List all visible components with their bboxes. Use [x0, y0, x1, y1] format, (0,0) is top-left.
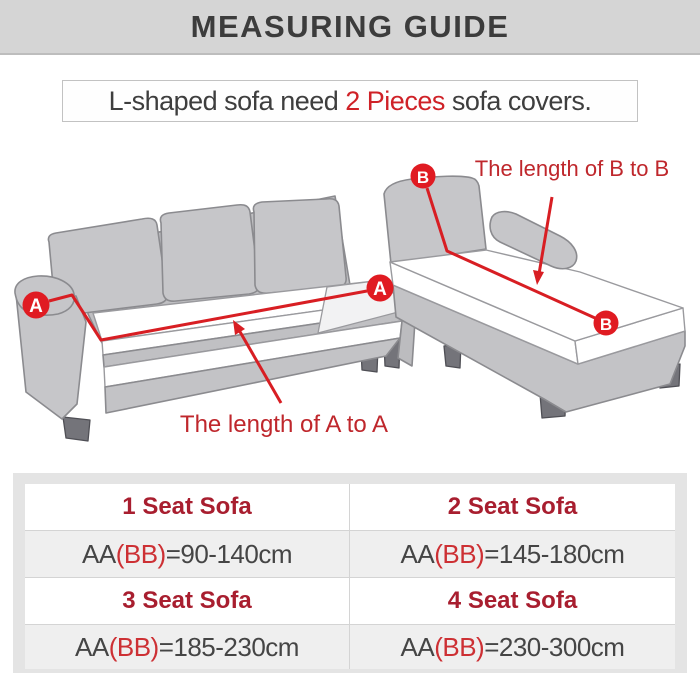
size-table [13, 473, 687, 673]
marker-a-right [367, 275, 394, 302]
size-grid [25, 484, 675, 669]
size-value-cell [25, 531, 350, 578]
marker-b-bottom-letter: B [599, 315, 613, 334]
aa-text: AA [75, 631, 109, 662]
sofa-back-cushion [160, 205, 259, 301]
range-text: =185-230cm [158, 631, 299, 662]
marker-a-right-letter: A [373, 279, 387, 300]
bb-text: (BB) [115, 538, 166, 569]
range-text: =90-140cm [165, 538, 292, 569]
notice-box [62, 80, 638, 122]
header-bar [0, 0, 700, 55]
bb-text: (BB) [108, 631, 159, 662]
range-text: =230-300cm [484, 631, 625, 662]
marker-b-bottom [594, 311, 619, 336]
notice-highlight: 2 Pieces [345, 85, 445, 116]
seat-label-cell [25, 578, 350, 625]
size-value-cell [350, 531, 675, 578]
sofa-diagram [0, 145, 700, 455]
bb-text: (BB) [434, 631, 485, 662]
marker-a-left-letter: A [29, 296, 43, 317]
aa-text: AA [82, 538, 116, 569]
size-value-cell [350, 625, 675, 669]
aa-text: AA [400, 631, 435, 662]
chaise-lounge [384, 176, 685, 418]
seat-label: 4 Seat Sofa [447, 587, 578, 614]
annotation-b-label: The length of B to B [474, 156, 670, 181]
range-text: =145-180cm [484, 538, 625, 569]
seat-label-cell [25, 484, 350, 531]
l-shaped-sofa-illustration [0, 145, 700, 455]
seat-label-cell [350, 484, 675, 531]
notice-suffix: sofa covers. [451, 85, 592, 116]
seat-label: 1 Seat Sofa [122, 493, 252, 520]
page-title: MEASURING GUIDE [190, 8, 510, 44]
marker-b-top-letter: B [416, 168, 430, 187]
sofa-leg [63, 417, 90, 441]
bb-text: (BB) [434, 538, 485, 569]
seat-label: 2 Seat Sofa [447, 493, 578, 520]
aa-text: AA [400, 538, 435, 569]
annotation-a-label: The length of A to A [179, 411, 389, 438]
notice-prefix: L-shaped sofa need [108, 85, 339, 116]
seat-label-cell [350, 578, 675, 625]
marker-a-left [23, 292, 50, 319]
sofa-back-cushion [253, 199, 346, 293]
seat-label: 3 Seat Sofa [122, 587, 252, 614]
chaise-backrest [384, 176, 486, 264]
marker-b-top [411, 164, 436, 189]
size-value-cell [25, 625, 350, 669]
